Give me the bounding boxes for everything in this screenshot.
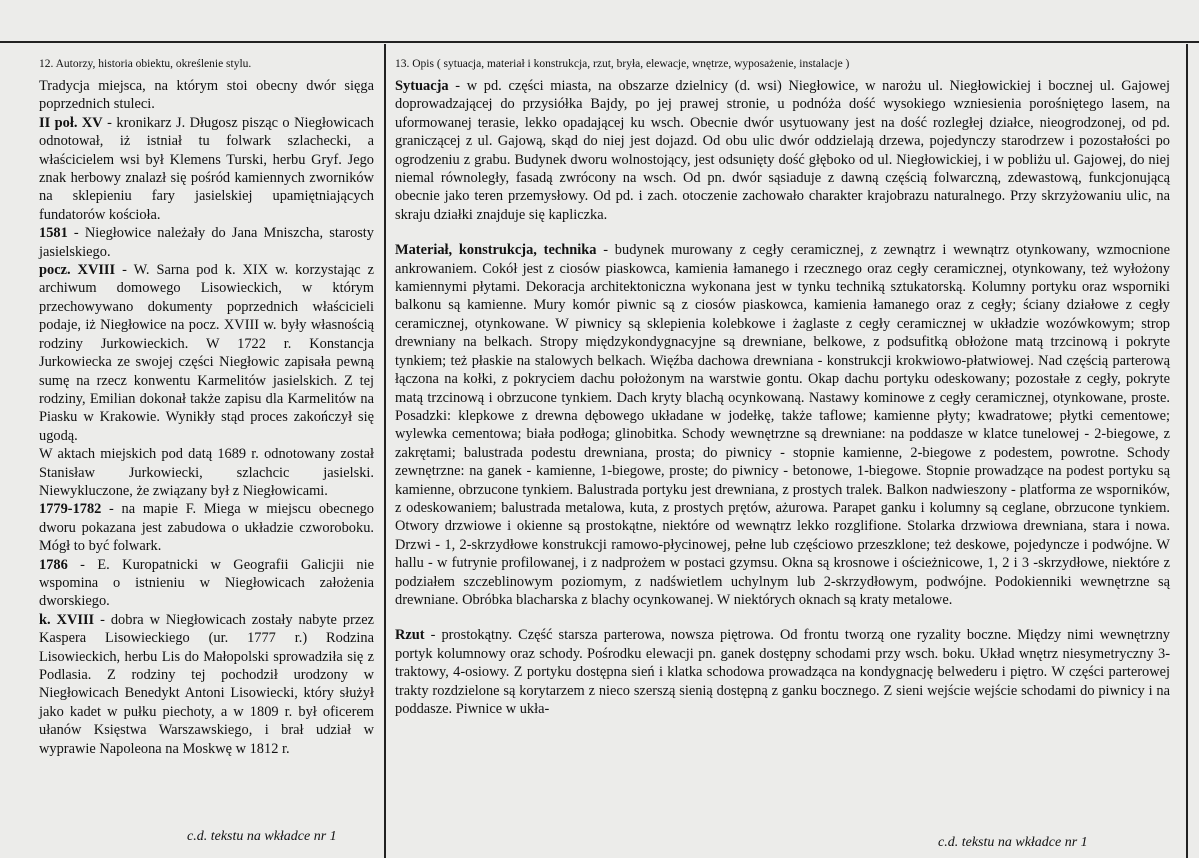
entry-text: - na mapie F. Miega w miejscu obecnego dworu pokazana jest zabudowa o układzie czworoboku. Mógł to być folwark. — [39, 501, 374, 555]
column-divider — [384, 44, 386, 858]
entry-date: 1779-1782 — [39, 501, 102, 518]
entry-text: - dobra w Niegłowicach zostały nabyte przez Kaspera Lisowieckiego (ur. 1777 r.) Rodzina Lisowieckich, herbu Lis do Małopolski sprowadziła się z Podlasia. Z rodziny tej pochodził urodzony w Niegłowicach Benedykt Antoni Lisowiecki, który służył jako kadet w pułku piechoty, a w 1809 r. był oficerem ułanów Księstwa Warszawskiego, i brał udział w wyprawie Napoleona na Moskwę w 1812 r. — [39, 611, 374, 757]
situation-text: - w pd. części miasta, na obszarze dzielnicy (d. wsi) Niegłowice, w narożu ul. Niegłowickiej i bocznej ul. Gajowej doprowadzającej do przysiółka Bajdy, po jej prawej stronie, u podnóża dość wysokiego wzniesienia porośniętego lasem, na uformowanej terasie, lekko opadającej ku wsch. Obecnie dwór usytuowany jest na dość rozległej działce, nieogrodzonej, od pd. graniczącej z ul. Gajową, skąd do niej jest dojazd. Od obu ulic dwór oddzielają drzewa, pojedynczy starodrzew i pozostałości po ogrodzeniu z grabu. Budynek dworu wolnostojący, jest odsunięty dość głęboko od ul. Niegłowickiej, i w pobliżu ul. Gajowej, do niej niemal równoległy, fasadą zwrócony na wsch. Od pn. dwór sąsiaduje z dawną częścią folwarczną, zdewastową, funkcjonującą obecnie jako teren przemysłowy. Od pd. i zach. otoczenie zachowało charakter krajobrazu naturalnego. Przy skrzyżowaniu ulic, na skraju działki znajduje się kapliczka. — [395, 78, 1170, 223]
right-border — [1186, 44, 1188, 858]
plan-text: - prostokątny. Część starsza parterowa, nowsza piętrowa. Od frontu tworzą one ryzality boczne. Między nimi wewnętrzny portyk kolumnowy oraz schody. Pośrodku elewacji pn. ganek dostępny schodami przy wsch. boku. Układ wnętrz niesymetryczny 3-traktowy, 4-osiowy. Z portyku dostępna sień i klatka schodowa prowadząca na kondygnację belwederu i piętro. W części parterowej trakty rozdzielone są korytarzem z nieco szerszą sienią dostępną z ganku bocznego. Z sieni wejście wejście schodami do piwnicy i na poddasze. Piwnice w ukła- — [395, 627, 1170, 717]
entry-date: 1581 — [39, 225, 68, 242]
history-entry — [39, 556, 374, 611]
situation-label: Sytuacja — [395, 78, 449, 94]
continuation-note-right: c.d. tekstu na wkładce nr 1 — [938, 835, 1088, 850]
history-entry — [39, 500, 374, 555]
continuation-note-left: c.d. tekstu na wkładce nr 1 — [187, 829, 337, 844]
entry-text: - E. Kuropatnicki w Geografii Galicjii nie wspomina o istnieniu w Niegłowicach założenia dworskiego. — [39, 556, 374, 610]
history-entry — [39, 114, 374, 224]
entry-text: - Niegłowice należały do Jana Mniszcha, starosty jasielskiego. — [39, 225, 374, 260]
entry-text: - kronikarz J. Długosz pisząc o Niegłowicach odnotował, iż istniał tu folwark szlachecki, a właścicielem wsi był Klemens Turski, herbu Gryf. Jego znak herbowy znalazł się pośród kamiennych zworników na sklepieniu fary jasielskiej upamiętniających fundatorów kościoła. — [39, 114, 374, 223]
section-heading-description: 13. Opis ( sytuacja, materiał i konstrukcja, rzut, bryła, elewacje, wnętrze, wyposażenie, instalacje ) — [395, 58, 850, 70]
entry-date: II poł. XV — [39, 114, 103, 131]
entry-text: - W. Sarna pod k. XIX w. korzystając z archiwum domowego Lisowieckich, w którym przechowywano dokumenty poprzednich właścicieli podaje, iż Niegłowice na pocz. XVIII w. były własnością rodziny Jurkowieckich. W 1722 r. Konstancja Jurkowiecka ze swojej części Niegłowic zapisała pewną sumę na rzecz konwentu Karmelitów jasielskich. Z tej rodziny, Emilian dokonał także zapisu dla Karmelitów na Piasku w Krakowie. Wynikły stąd proces zakończył się ugodą. — [39, 262, 374, 444]
entry-date: pocz. XVIII — [39, 262, 116, 279]
description-column — [395, 57, 1170, 718]
plan-label: Rzut — [395, 627, 425, 644]
description-situation — [395, 77, 1170, 224]
history-entry — [39, 224, 374, 261]
section-heading-history: 12. Autorzy, historia obiektu, określenie stylu. — [39, 58, 252, 70]
history-intro: Tradycja miejsca, na którym stoi obecny dwór sięga poprzednich stuleci. — [39, 78, 374, 113]
entry-date: k. XVIII — [39, 611, 95, 628]
history-entry — [39, 261, 374, 445]
material-label: Materiał, konstrukcja, technika — [395, 242, 597, 259]
description-plan — [395, 626, 1170, 718]
history-entry — [39, 611, 374, 758]
material-text: - budynek murowany z cegły ceramicznej, z zewnątrz i wewnątrz otynkowany, wzmocnione ankrowaniem. Cokół jest z ciosów piaskowca, kamienia łamanego i rzecznego oraz cegły ceramicznej, otynkowany, też wyłożony kamiennymi płytami. Dekoracja architektoniczna wykonana jest w tynku techniką sztukatorską. Kolumny portyku oraz wsporniki balkonu są kamienne. Mury komór piwnic są z ciosów piaskowca, kamienia łamanego oraz z cegły; ściany działowe z cegły ceramicznej, otynkowane. W piwnicy są sklepienia kolebkowe i żaglaste z cegły ceramicznej w układzie wozówkowym; strop drewniany na belkach. Stropy międzykondygnacyjne są drewniane, belkowe, z podsufitką obłożone matą trzcinową i pokryte tynkiem; też płaskie na stalowych belkach. Więźba dachowa drewniana - konstrukcji krokwiowo-płatwiowej. Nad częścią parterową łączona na kołki, z pokryciem dachu położonym na warstwie gontu. Okap dachu portyku odeskowany; pozostałe z cegły, pokryte matą trzcinową i obrzucone tynkiem. Dach kryty blachą ocynkowaną. Nastawy kominowe z cegły ceramicznej, otynkowane, proste. Posadzki: klepkowe z drewna dębowego układane w jodełkę, także taflowe; kamienne płyty; kwadratowe; płytki cementowe; wylewka cementowa; biała podłoga; glinobitka. Schody wewnętrzne są drewniane: na poddasze w klatce tunelowej - 2-biegowe, z zakrętami; balustrada podestu drewniana, prosta; do piwnicy - stopnie kamienne, 2-biegowe z podestem, powrotne. Schody zewnętrzne: na ganek - kamienne, 1-biegowe, proste; do piwnicy - betonowe, 1-biegowe. Stopnie prowadzące na podest portyku są kamienne, obrzucone tynkiem. Balustrada portyku jest drewniana, z prostych tralek. Balkon nadwieszony - platforma ze wsporników, z odeskowaniem; balustrada metalowa, kuta, z prostych prętów, ażurowa. Parapet ganku i kolumny są ceglane, obrzucone tynkiem. Otwory drzwiowe i okienne są prostokątne, niektóre od wewnątrz lekko rozglifione. Stolarka drzwiowa drewniana, stara i nowa. Drzwi - 1, 2-skrzydłowe konstrukcji ramowo-płycinowej, pełne lub częściowo przeszklone; też deskowe, pojedyncze i podwójne. W hallu - w futrynie profilowanej, i z nadprożem w postaci gzymsu. Okna są krosnowe i ościeżnicowe, 1, 2 i 3 -skrzydłowe, niektóre z podziałem szczeblinowym poziomym, z nadświetlem uchylnym lub 2-skrzydłowym, podwójne. Podokienniki wewnętrzne są drewniane. Obróbka blacharska z blachy ocynkowanej. W niektórych oknach są kraty metalowe. — [395, 242, 1170, 608]
description-material — [395, 241, 1170, 609]
top-rule — [0, 41, 1199, 43]
history-column — [39, 57, 374, 758]
history-note: W aktach miejskich pod datą 1689 r. odnotowany został Stanisław Jurkowiecki, szlachcic jasielski. Niewykluczone, że związany był z Niegłowicami. — [39, 446, 374, 499]
entry-date: 1786 — [39, 556, 68, 573]
